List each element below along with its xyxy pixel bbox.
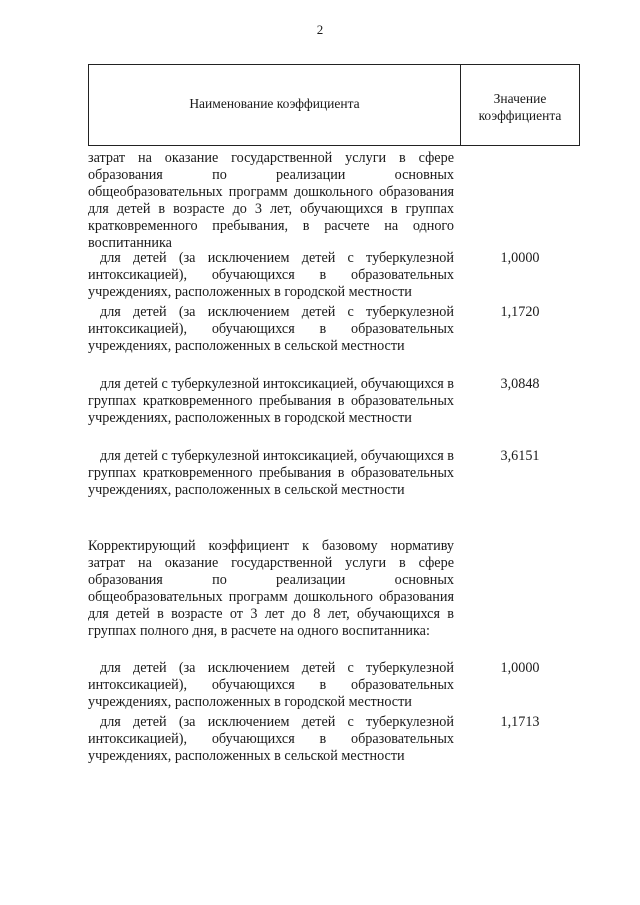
column-header-name: Наименование коэффициента bbox=[189, 96, 360, 111]
row-b1-text: для детей (за исключением детей с туберкулезной интоксикацией), обучающихся в образовательных учреждениях, расположенных в городской местности bbox=[88, 660, 454, 710]
row-a2-text: для детей (за исключением детей с туберкулезной интоксикацией), обучающихся в образовательных учреждениях, расположенных в сельской местности bbox=[88, 304, 454, 354]
row-a1-text: для детей (за исключением детей с туберкулезной интоксикацией), обучающихся в образовательных учреждениях, расположенных в городской местности bbox=[88, 250, 454, 300]
column-header-value-line1: Значение bbox=[493, 91, 547, 106]
row-a4-text: для детей с туберкулезной интоксикацией, обучающихся в группах кратковременного пребывания в образовательных учреждениях, расположенных в сельской местности bbox=[88, 448, 454, 498]
section2-heading: Корректирующий коэффициент к базовому нормативу затрат на оказание государственной услуги в сфере образования по реализации основных общеобразовательных программ дошкольного образования для детей в возрасте от 3 лет до 8 лет, обучающихся в группах полного дня, в расчете на одного воспитанника: bbox=[88, 538, 454, 639]
row-a4-value: 3,6151 bbox=[500, 448, 540, 464]
column-header-value-line2: коэффициента bbox=[478, 108, 562, 123]
row-a2-value: 1,1720 bbox=[500, 304, 540, 320]
row-a1-value: 1,0000 bbox=[500, 250, 540, 266]
row-b2-text: для детей (за исключением детей с туберкулезной интоксикацией), обучающихся в образовательных учреждениях, расположенных в сельской местности bbox=[88, 714, 454, 764]
page-number: 2 bbox=[316, 22, 324, 37]
row-a3-text: для детей с туберкулезной интоксикацией, обучающихся в группах кратковременного пребывания в образовательных учреждениях, расположенных в городской местности bbox=[88, 376, 454, 426]
table-header bbox=[88, 64, 580, 146]
intro-continued-text: затрат на оказание государственной услуги в сфере образования по реализации основных общеобразовательных программ дошкольного образования для детей в возрасте до 3 лет, обучающихся в группах кратковременного пребывания, в расчете на одного воспитанника bbox=[88, 150, 454, 251]
column-header-value bbox=[461, 90, 579, 124]
row-a3-value: 3,0848 bbox=[500, 376, 540, 392]
row-b2-value: 1,1713 bbox=[500, 714, 540, 730]
row-b1-value: 1,0000 bbox=[500, 660, 540, 676]
